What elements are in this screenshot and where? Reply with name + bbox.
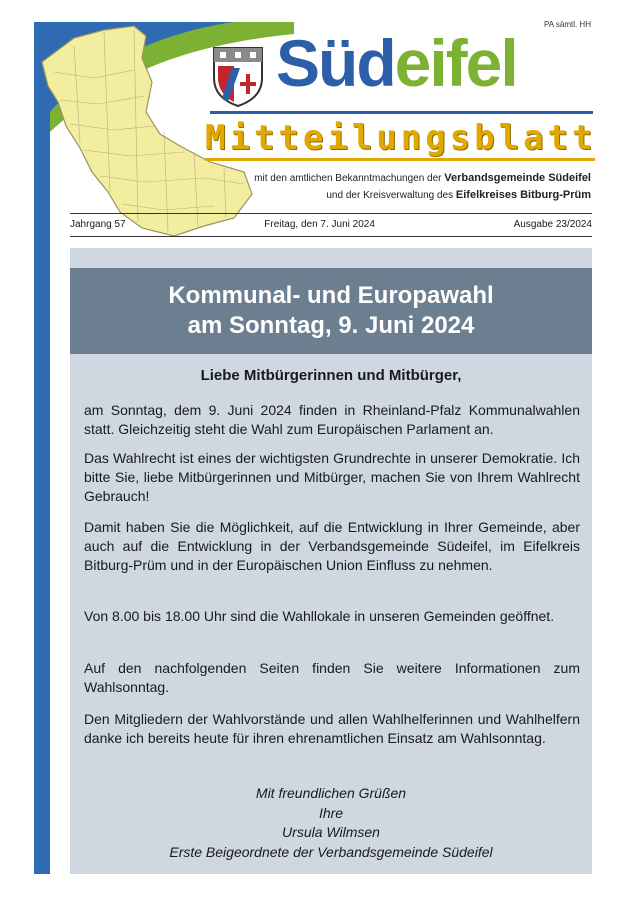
issue-number: Ausgabe 23/2024: [513, 219, 592, 230]
title-underline: [205, 158, 595, 161]
brand-underline: [210, 111, 593, 114]
closing-ihre: Ihre: [318, 804, 344, 821]
publication-title-text: Mitteilungsblatt: [205, 118, 597, 158]
paragraph-4: Von 8.00 bis 18.00 Uhr sind die Wahllokale in unseren Gemeinden geöffnet.: [84, 608, 555, 624]
headline-line-1: Kommunal- und Europawahl: [168, 282, 494, 309]
postal-note: PA sämtl. HH: [544, 20, 591, 29]
publication-title: [205, 118, 595, 158]
greeting: Liebe Mitbürgerinnen und Mitbürger,: [200, 367, 462, 384]
info-bar-bottom-rule: [70, 236, 592, 237]
subtitle-line-1-bold: Verbandsgemeinde Südeifel: [444, 172, 591, 184]
closing-signature: [70, 784, 592, 862]
issue-info-bar: [70, 219, 592, 230]
signatory-name: Ursula Wilmsen: [282, 824, 380, 840]
brand-wordmark: [276, 26, 517, 100]
volume-label: Jahrgang 57: [70, 219, 126, 230]
signatory-title: Erste Beigeordnete der Verbandsgemeinde Südeifel: [169, 843, 493, 860]
paragraph-6: Den Mitgliedern der Wahlvorstände und allen Wahlhelferinnen und Wahlhelfern danke ich bereits heute für ihren ehrenamtlichen Einsatz am Wahlsonntag.: [84, 711, 580, 746]
subtitle-line-2-prefix: und der Kreisverwaltung des: [326, 190, 456, 201]
coat-of-arms-icon: [210, 44, 266, 108]
paragraph-2: Das Wahlrecht ist eines der wichtigsten Grundrechte in unserer Demokratie. Ich bitte Sie, liebe Mitbürgerinnen und Mitbürger, machen Sie von Ihrem Wahlrecht Gebrauch!: [84, 450, 580, 504]
subtitle-line-1: [254, 172, 591, 184]
brand-sued: Süd: [276, 26, 395, 100]
paragraph-1: am Sonntag, dem 9. Juni 2024 finden in Rheinland-Pfalz Kommunalwahlen statt. Gleichzeitig steht die Wahl zum Europäischen Parlament an.: [84, 402, 580, 437]
subtitle-line-1-prefix: mit den amtlichen Bekanntmachungen der: [254, 173, 445, 184]
article-headline: [70, 268, 592, 354]
paragraph-5: Auf den nachfolgenden Seiten finden Sie weitere Informationen zum Wahlsonntag.: [84, 660, 580, 695]
brand-eifel: eifel: [394, 26, 517, 100]
subtitle-line-2: [326, 189, 591, 201]
info-bar-top-rule: [70, 213, 592, 214]
paragraph-3: Damit haben Sie die Möglichkeit, auf die Entwicklung in Ihrer Gemeinde, aber auch auf die Entwicklung in der Verbandsgemeinde Südeifel, im Eifelkreis Bitburg-Prüm und in der Europäischen Union Einfluss zu nehmen.: [84, 519, 580, 573]
closing-salutation: Mit freundlichen Grüßen: [255, 785, 407, 801]
masthead: [210, 26, 595, 116]
headline-line-2: am Sonntag, 9. Juni 2024: [187, 312, 475, 339]
issue-date: Freitag, den 7. Juni 2024: [264, 219, 375, 230]
subtitle-line-2-bold: Eifelkreises Bitburg-Prüm: [455, 189, 591, 201]
